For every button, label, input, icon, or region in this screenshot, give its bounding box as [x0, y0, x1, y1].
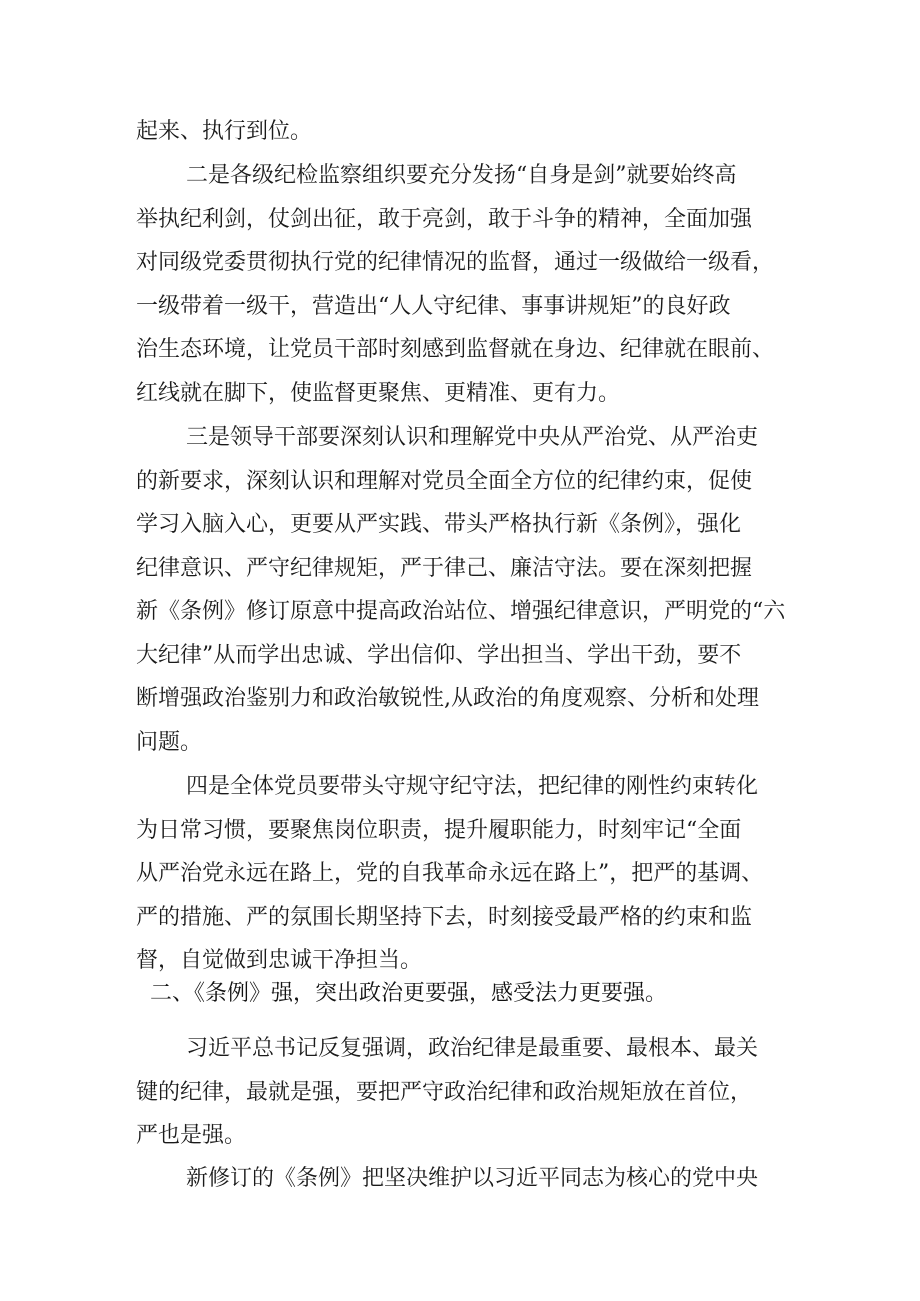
text-line: 严的措施、严的氛围长期坚持下去，时刻接受最严格的约束和监 [136, 904, 753, 930]
text-line: 严也是强。 [136, 1123, 247, 1148]
text-line: 为日常习惯，要聚焦岗位职责，提升履职能力，时刻牢记“全面 [136, 817, 742, 843]
section-heading: 二、《条例》强，突出政治更要强，感受法力更要强。 [150, 981, 668, 1006]
text-line: 新修订的《条例》把坚决维护以习近平同志为核心的党中央 [186, 1166, 759, 1191]
text-line: 对同级党委贯彻执行党的纪律情况的监督，通过一级做给一级看， [136, 250, 775, 275]
text-line: 新《条例》修订原意中提高政治站位、增强纪律意识，严明党的“六 [136, 599, 786, 624]
text-line: 起来、执行到位。 [136, 119, 313, 144]
paragraph-5 [136, 1027, 796, 1158]
paragraph-4 [136, 765, 796, 983]
text-line: 三是领导干部要深刻认识和理解党中央从严治党、从严治吏 [186, 425, 759, 450]
text-line: 问题。 [136, 729, 203, 755]
text-line: 治生态环境，让党员干部时刻感到监督就在身边、纪律就在眼前、 [136, 337, 775, 362]
paragraph-3 [136, 416, 796, 764]
text-line: 纪律意识、严守纪律规矩，严于律己、廉洁守法。要在深刻把握 [136, 555, 753, 581]
text-line: 从严治党永远在路上，党的自我革命永远在路上”，把严的基调、 [136, 861, 764, 886]
text-line: 四是全体党员要带头守规守纪守法，把纪律的刚性约束转化 [186, 774, 759, 799]
text-line: 习近平总书记反复强调，政治纪律是最重要、最根本、最关 [186, 1036, 759, 1061]
text-line: 学习入脑入心，更要从严实践、带头严格执行新《条例》，强化 [136, 512, 742, 537]
text-line: 举执纪利剑，仗剑出征，敢于亮剑，敢于斗争的精神，全面加强 [136, 206, 753, 232]
text-line: 的新要求，深刻认识和理解对党员全面全方位的纪律约束，促使 [136, 468, 753, 494]
text-line: 二是各级纪检监察组织要充分发扬“自身是剑”就要始终高 [186, 163, 737, 188]
paragraph-1-continuation [136, 110, 796, 154]
paragraph-2 [136, 154, 796, 415]
paragraph-6 [136, 1157, 796, 1201]
text-line: 键的纪律，最就是强，要把严守政治纪律和政治规矩放在首位， [136, 1079, 753, 1105]
text-line: 一级带着一级干，营造出“人人守纪律、事事讲规矩”的良好政 [136, 293, 731, 319]
text-line: 督，自觉做到忠诚干净担当。 [136, 948, 423, 973]
text-line: 大纪律”从而学出忠诚、学出信仰、学出担当、学出干劲，要不 [136, 642, 742, 668]
text-line: 断增强政治鉴别力和政治敏锐性,从政治的角度观察、分析和处理 [136, 686, 759, 711]
text-line: 红线就在脚下，使监督更聚焦、更精准、更有力。 [136, 380, 621, 406]
